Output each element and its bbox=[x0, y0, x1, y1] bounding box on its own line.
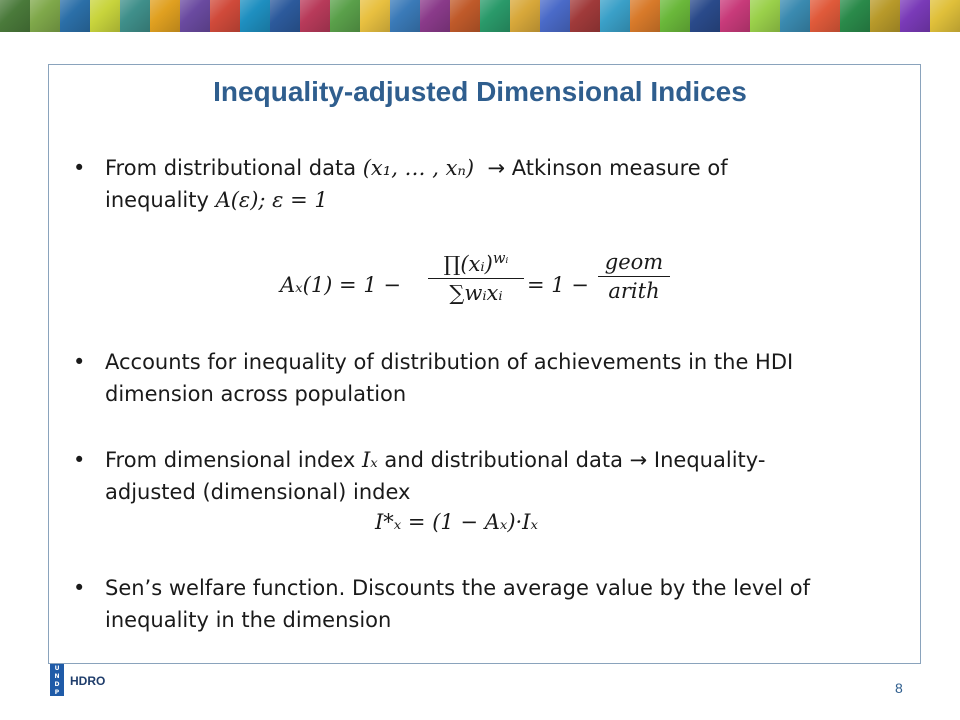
banner-tile bbox=[210, 0, 240, 32]
bullet-marker: • bbox=[73, 448, 86, 472]
banner-tile bbox=[750, 0, 780, 32]
math-data-tuple: (x₁, … , xₙ) bbox=[362, 156, 475, 180]
banner-tile bbox=[60, 0, 90, 32]
bullet-1-line-2: inequality A(ε); ε = 1 bbox=[105, 188, 328, 212]
banner-tile bbox=[360, 0, 390, 32]
bullet-2-line-2: dimension across population bbox=[105, 382, 407, 406]
bullet-3-line-2: adjusted (dimensional) index bbox=[105, 480, 411, 504]
bullet-2-line-1: Accounts for inequality of distribution of achievements in the HDI bbox=[105, 350, 794, 374]
banner-tile bbox=[150, 0, 180, 32]
banner-tile bbox=[180, 0, 210, 32]
bullet-3-line-1: From dimensional index Iₓ and distributional data → Inequality- bbox=[105, 448, 766, 472]
banner-tile bbox=[810, 0, 840, 32]
math-dimensional-index: Iₓ bbox=[362, 448, 378, 472]
bullet-1-line-1: From distributional data (x₁, … , xₙ) → Atkinson measure of bbox=[105, 156, 728, 180]
undp-logo: U N D P bbox=[50, 664, 64, 696]
page-number: 8 bbox=[895, 680, 903, 696]
banner-tile bbox=[720, 0, 750, 32]
banner-tile bbox=[570, 0, 600, 32]
banner-tile bbox=[330, 0, 360, 32]
banner-tile bbox=[390, 0, 420, 32]
banner-tile bbox=[480, 0, 510, 32]
banner-tile bbox=[840, 0, 870, 32]
banner-tile bbox=[30, 0, 60, 32]
banner-tile bbox=[930, 0, 960, 32]
banner-tile bbox=[780, 0, 810, 32]
banner-tile bbox=[120, 0, 150, 32]
arrow-icon: → bbox=[487, 156, 506, 180]
banner-tile bbox=[270, 0, 300, 32]
atkinson-formula-mid: = 1 − bbox=[527, 273, 589, 297]
banner-tile bbox=[510, 0, 540, 32]
banner-tile bbox=[540, 0, 570, 32]
banner-tile bbox=[300, 0, 330, 32]
banner-tile bbox=[690, 0, 720, 32]
bullet-marker: • bbox=[73, 156, 86, 180]
banner-tile bbox=[660, 0, 690, 32]
bullet-marker: • bbox=[73, 350, 86, 374]
banner-tile bbox=[240, 0, 270, 32]
atkinson-fraction: ∏(xᵢ)$^{wᵢ}$ ∑wᵢxᵢ bbox=[428, 250, 524, 305]
footer-label: HDRO bbox=[70, 674, 106, 688]
arrow-icon: → bbox=[629, 448, 648, 472]
atkinson-formula-lhs: Aₓ(1) = 1 − bbox=[280, 273, 401, 297]
slide-title: Inequality-adjusted Dimensional Indices bbox=[213, 76, 747, 107]
bullet-4-line-2: inequality in the dimension bbox=[105, 608, 392, 632]
geom-arith-fraction: geom arith bbox=[598, 250, 670, 303]
banner-tile bbox=[450, 0, 480, 32]
banner-tile bbox=[420, 0, 450, 32]
math-atkinson: A(ε); ε = 1 bbox=[215, 188, 328, 212]
banner-tile bbox=[870, 0, 900, 32]
banner-tile bbox=[90, 0, 120, 32]
decorative-banner bbox=[0, 0, 960, 32]
banner-tile bbox=[0, 0, 30, 32]
banner-tile bbox=[630, 0, 660, 32]
bullet-4-line-1: Sen’s welfare function. Discounts the average value by the level of bbox=[105, 576, 810, 600]
adjusted-index-formula: I*ₓ = (1 − Aₓ)·Iₓ bbox=[375, 510, 538, 534]
banner-tile bbox=[600, 0, 630, 32]
bullet-marker: • bbox=[73, 576, 86, 600]
banner-tile bbox=[900, 0, 930, 32]
